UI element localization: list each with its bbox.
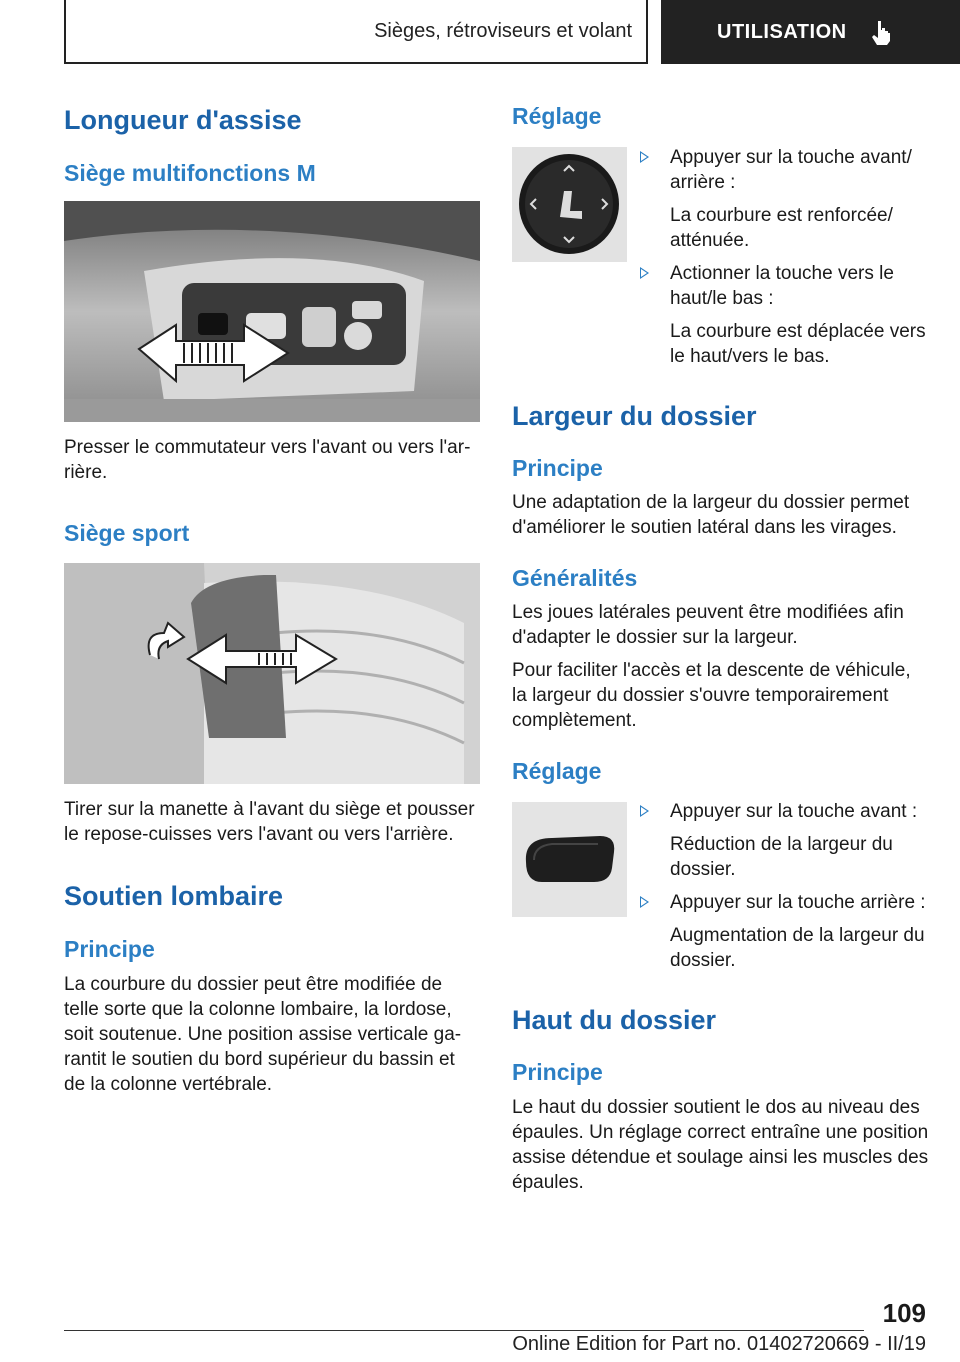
width-button-photo: [512, 802, 627, 917]
triangle-bullet-icon: [640, 267, 649, 279]
heading-haut: Haut du dossier: [512, 1005, 717, 1035]
bullet-action: Appuyer sur la touche avant :: [670, 801, 918, 822]
list-item: [640, 890, 932, 973]
heading-principe-haut: Principe: [512, 1059, 603, 1085]
text-principe-largeur: Une adaptation de la largeur du dossier permet d'améliorer le soutien latéral dans les virages.: [512, 492, 910, 538]
bullet-action: Appuyer sur la touche arrière :: [670, 892, 926, 913]
edition-footer: Online Edition for Part no. 01402720669 - II/19: [512, 1333, 926, 1355]
list-item: [640, 145, 932, 253]
triangle-bullet-icon: [640, 896, 649, 908]
text-lombaire: La courbure du dossier peut être modifiée de telle sorte que la colonne lombaire, la lordose, soit soutenue. Une position assise verticale garantit le soutien du bord supérieur du bassin et de la colonne vertébrale.: [64, 974, 462, 1095]
bullet-result: La courbure est déplacée vers le haut/vers le bas.: [670, 321, 926, 367]
heading-multifonctions: Siège multifonctions M: [64, 160, 316, 186]
seat-switch-photo: [64, 201, 480, 422]
bullet-action: Actionner la touche vers le haut/le bas :: [670, 263, 894, 309]
bullet-list-width: [640, 799, 932, 973]
text-tirer: Tirer sur la manette à l'avant du siège et pousser le repose-cuisses vers l'avant ou vers l'arrière.: [64, 799, 475, 845]
list-item: [640, 261, 932, 369]
chapter-label: UTILISATION: [717, 20, 847, 43]
triangle-bullet-icon: [640, 151, 649, 163]
chapter-tab: [661, 0, 960, 64]
bullet-result: Augmentation de la largeur du dossier.: [670, 925, 925, 971]
list-item: [640, 799, 932, 882]
text-presser: Presser le commutateur vers l'avant ou vers l'arrière.: [64, 437, 471, 483]
lumbar-switch-photo: [512, 147, 627, 262]
heading-lombaire: Soutien lombaire: [64, 881, 284, 911]
bullet-list-lumbar: [640, 145, 932, 369]
bullet-result: La courbure est renforcée/ atténuée.: [670, 205, 893, 251]
bullet-result: Réduction de la largeur du dossier.: [670, 834, 893, 880]
sport-seat-photo: [64, 563, 480, 784]
footer-rule: [64, 1330, 864, 1331]
section-title: Sièges, rétroviseurs et volant: [64, 0, 648, 64]
page-number: 109: [882, 1298, 926, 1328]
heading-sport: Siège sport: [64, 520, 190, 546]
heading-principe-largeur: Principe: [512, 455, 603, 481]
text-haut: Le haut du dossier soutient le dos au niveau des épaules. Un réglage correct entraîne une position assise détendue et soulage ainsi les muscles des épaules.: [512, 1097, 929, 1193]
text-generalites-1: Les joues latérales peuvent être modifiées afin d'adapter le dossier sur la largeur.: [512, 602, 904, 648]
bullet-action: Appuyer sur la touche avant/ arrière :: [670, 147, 912, 193]
heading-principe-lombaire: Principe: [64, 936, 155, 962]
heading-largeur: Largeur du dossier: [512, 401, 757, 431]
heading-reglage-1: Réglage: [512, 103, 602, 129]
pointing-hand-icon: [869, 19, 895, 45]
heading-reglage-2: Réglage: [512, 758, 602, 784]
heading-longueur: Longueur d'assise: [64, 105, 302, 135]
triangle-bullet-icon: [640, 805, 649, 817]
text-generalites-2: Pour faciliter l'accès et la descente de véhicule, la largeur du dossier s'ouvre temporairement complètement.: [512, 660, 911, 731]
heading-generalites: Généralités: [512, 565, 638, 591]
